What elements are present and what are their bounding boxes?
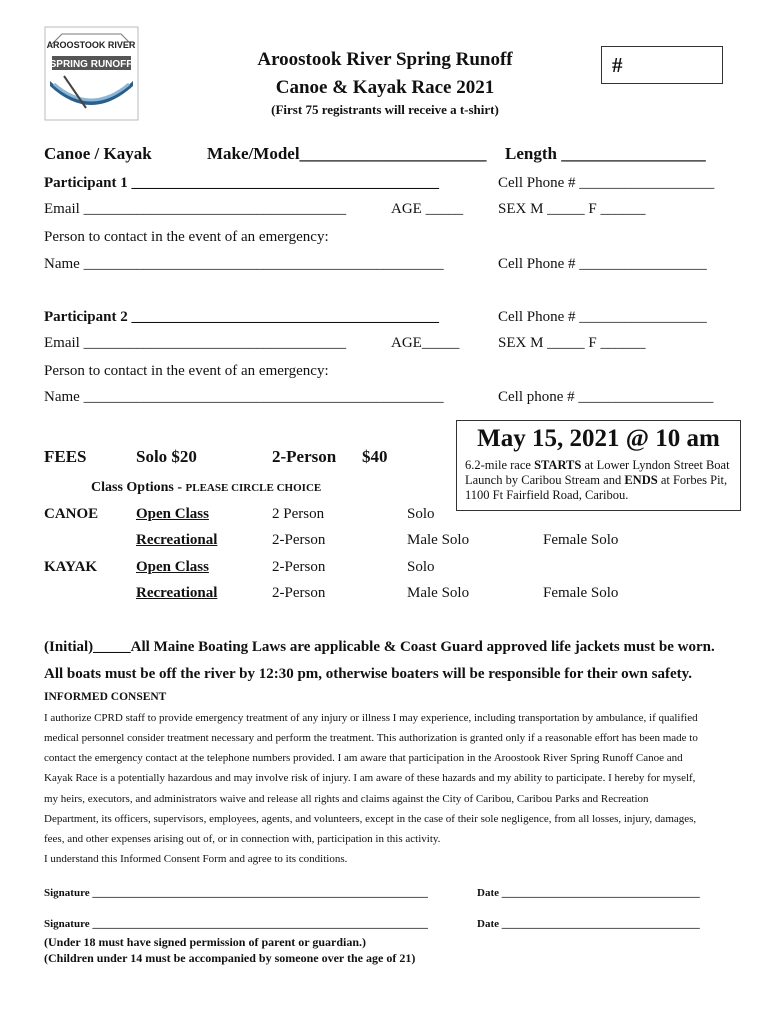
kayak-open-class[interactable]: Open Class [136,559,209,575]
race-logo [44,26,139,121]
subtitle: (First 75 registrants will receive a t-shirt) [271,102,499,117]
svg-text:SPRING RUNOFF: SPRING RUNOFF [49,59,133,70]
canoe-rec-2-person[interactable]: 2-Person [272,532,326,548]
participant-1-emergency-label: Person to contact in the event of an emergency: [44,229,329,245]
svg-text:AROOSTOOK RIVER: AROOSTOOK RIVER [46,40,136,50]
participant-1-emergency-cell-field[interactable]: Cell Phone # _________________ [498,256,707,272]
consent-line: fees, and other expenses arising out of, or in connection with, participation in this activity. [44,833,441,845]
boating-laws-initial[interactable]: (Initial)_____All Maine Boating Laws are applicable & Coast Guard approved life jackets must be worn. [44,639,715,655]
canoe-recreational[interactable]: Recreational [136,532,218,548]
participant-1-cell-field[interactable]: Cell Phone # __________________ [498,175,715,191]
participant-1-email-field[interactable]: Email ___________________________________ [44,201,347,217]
kayak-rec-female-solo[interactable]: Female Solo [543,585,619,601]
canoe-rec-female-solo[interactable]: Female Solo [543,532,619,548]
canoe-label: CANOE [44,506,99,522]
participant-2-emergency-cell-field[interactable]: Cell phone # __________________ [498,389,714,405]
kayak-rec-male-solo[interactable]: Male Solo [407,585,470,601]
consent-line: I understand this Informed Consent Form and agree to its conditions. [44,853,348,865]
date-1-field[interactable]: Date ____________________________________ [477,887,700,899]
number-label: # [612,53,623,77]
kayak-label: KAYAK [44,559,98,575]
participant-2-email-field[interactable]: Email ___________________________________ [44,335,347,351]
consent-line: I authorize CPRD staff to provide emergency treatment of any injury or illness I may experience, including transportation by ambulance, if qualified [44,712,698,724]
signature-1-field[interactable]: Signature _____________________________________________________________ [44,887,428,899]
kayak-recreational[interactable]: Recreational [136,585,218,601]
consent-line: contact the emergency contact at the telephone numbers provided. I am aware that participation in the Aroostook River Spring Runoff Canoe and [44,752,683,764]
consent-line: my heirs, executors, and administrators waive and release all rights and claims against the City of Caribou, Caribou Parks and Recreation [44,793,649,805]
consent-heading: INFORMED CONSENT [44,691,167,703]
signature-2-field[interactable]: Signature _____________________________________________________________ [44,918,428,930]
title-line-1: Aroostook River Spring Runoff [257,49,513,70]
participant-2-sex-field[interactable]: SEX M _____ F ______ [498,335,646,351]
participant-2-emergency-name-field[interactable]: Name ________________________________________________ [44,389,444,405]
consent-line: Kayak Race is a potentially hazardous and may involve risk of injury. I am aware of these hazards and my ability to participate. I hereby for myself, [44,772,696,784]
kayak-rec-2-person[interactable]: 2-Person [272,585,326,601]
title-line-2: Canoe & Kayak Race 2021 [275,77,495,98]
participant-2-field[interactable]: Participant 2 _________________________________________ [44,309,439,325]
race-info-box [456,420,741,511]
canoe-rec-male-solo[interactable]: Male Solo [407,532,470,548]
participant-2-emergency-label: Person to contact in the event of an emergency: [44,363,329,379]
solo-fee: Solo $20 [136,447,197,466]
children-accompanied-note: (Children under 14 must be accompanied by someone over the age of 21) [44,951,416,965]
make-model-field[interactable]: Make/Model______________________ [207,144,487,163]
participant-1-field[interactable]: Participant 1 _________________________________________ [44,175,439,191]
registration-number-box[interactable] [601,46,723,84]
class-options-label: Class Options - PLEASE CIRCLE CHOICE [91,480,322,495]
participant-1-sex-field[interactable]: SEX M _____ F ______ [498,201,646,217]
kayak-open-solo[interactable]: Solo [407,559,435,575]
length-field[interactable]: Length _________________ [505,144,706,163]
race-date: May 15, 2021 @ 10 am [477,425,720,452]
two-person-fee: $40 [362,447,388,466]
boat-type: Canoe / Kayak [44,144,152,163]
date-2-field[interactable]: Date ____________________________________ [477,918,700,930]
two-person-fee-label: 2-Person [272,447,337,466]
parent-permission-note: (Under 18 must have signed permission of parent or guardian.) [44,935,367,949]
race-description: 6.2-mile race STARTS at Lower Lyndon Street Boat Launch by Caribou Stream and ENDS at Forbes Pit, 1100 Ft Fairfield Road, Caribou. [465,458,730,502]
participant-2-age-field[interactable]: AGE_____ [391,335,460,351]
off-river-rule: All boats must be off the river by 12:30 pm, otherwise boaters will be responsible for their own safety. [44,666,693,682]
canoe-open-2-person[interactable]: 2 Person [272,506,325,522]
fees-label: FEES [44,447,87,466]
kayak-open-2-person[interactable]: 2-Person [272,559,326,575]
canoe-open-solo[interactable]: Solo [407,506,435,522]
participant-1-emergency-name-field[interactable]: Name ________________________________________________ [44,256,444,272]
participant-1-age-field[interactable]: AGE _____ [391,201,464,217]
consent-line: Department, its officers, supervisors, employees, agents, and volunteers, except in the case of their sole negligence, from all losses, injury, damages, [44,813,697,825]
consent-line: medical personnel consider treatment necessary and perform the treatment. This authorization is granted only if a reasonable effort has been made to [44,732,698,744]
canoe-open-class[interactable]: Open Class [136,506,209,522]
participant-2-cell-field[interactable]: Cell Phone # _________________ [498,309,707,325]
